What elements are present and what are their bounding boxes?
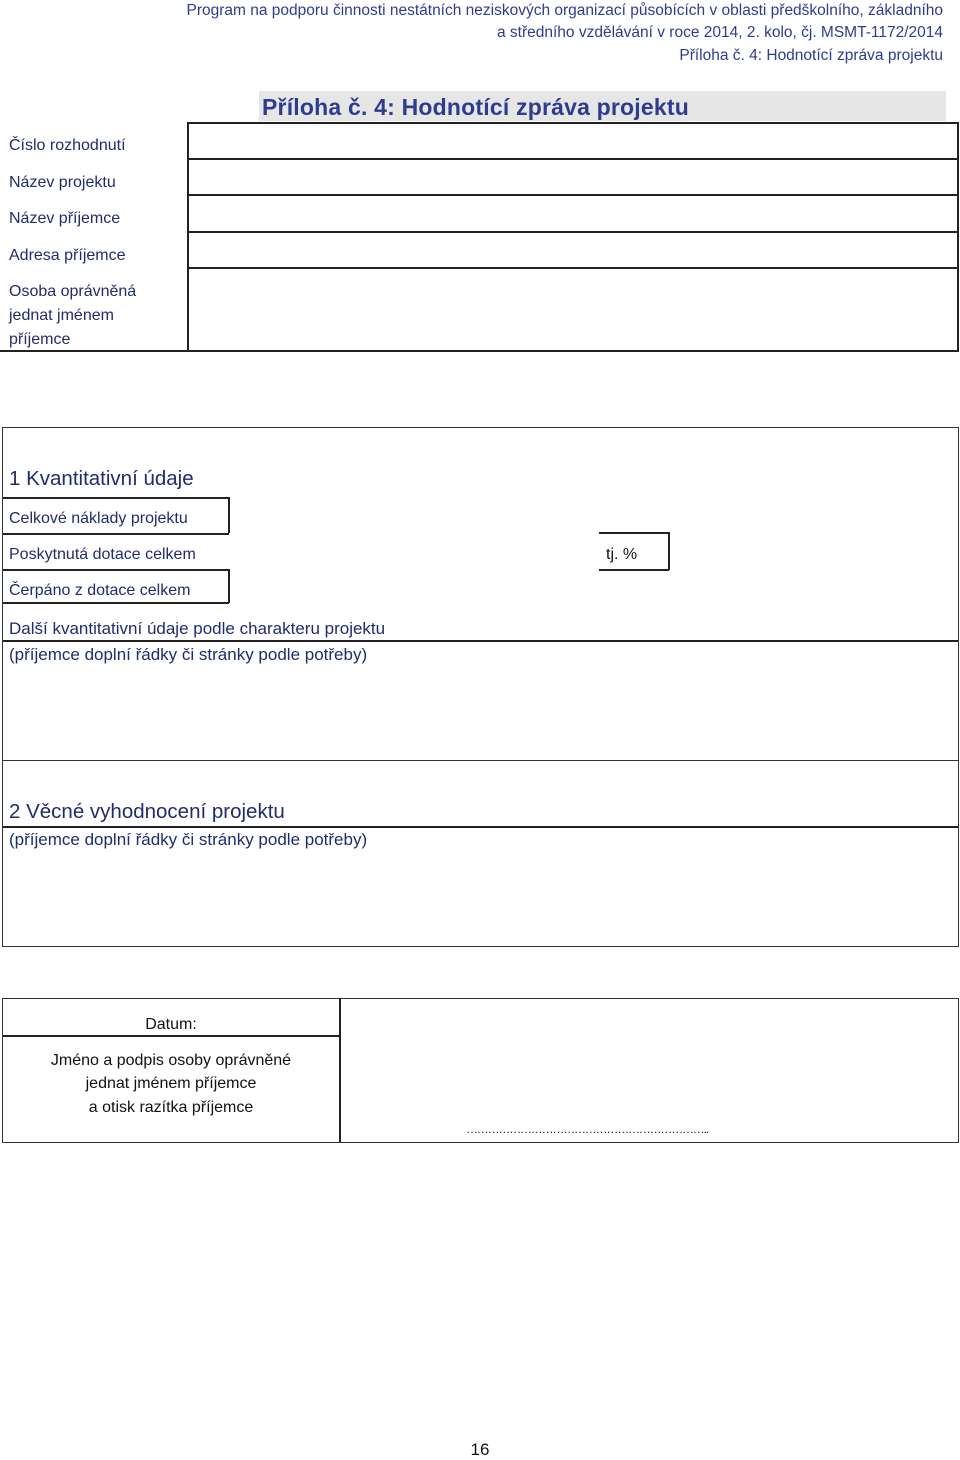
section1-grid (3, 497, 229, 499)
label-recipient-name: Název příjemce (9, 210, 121, 227)
label-grant-used: Čerpáno z dotace celkem (9, 582, 191, 599)
header-attachment-line: Příloha č. 4: Hodnotící zpráva projektu (679, 47, 943, 64)
label-project-name: Název projektu (9, 174, 116, 191)
label-grant-provided: Poskytnutá dotace celkem (9, 546, 196, 563)
section1-heading: 1 Kvantitativní údaje (9, 467, 194, 490)
label-signature-2: jednat jménem příjemce (85, 1075, 257, 1092)
label-authorized-person-2: jednat jménem (9, 307, 114, 324)
header-program-line: Program na podporu činnosti nestátních neziskových organizací působících v oblasti předškolního, základního (186, 2, 943, 19)
section1-note: (příjemce doplní řádky či stránky podle potřeby) (9, 645, 368, 664)
signature-line: ………………………………………………………….. (466, 1122, 708, 1136)
label-other-quantitative: Další kvantitativní údaje podle charakteru projektu (9, 619, 386, 638)
label-percent: tj. % (606, 546, 638, 563)
label-signature-1: Jméno a podpis osoby oprávněné (50, 1052, 292, 1069)
label-authorized-person-3: příjemce (9, 331, 71, 348)
label-date: Datum: (145, 1016, 197, 1033)
section2-heading: 2 Věcné vyhodnocení projektu (9, 800, 285, 823)
header-reference-line: a středního vzdělávání v roce 2014, 2. kolo, čj. MSMT-1172/2014 (496, 24, 943, 41)
label-signature-3: a otisk razítka příjemce (88, 1099, 254, 1116)
page-number: 16 (470, 1440, 490, 1459)
page-title: Příloha č. 4: Hodnotící zpráva projektu (262, 94, 689, 120)
label-decision-number: Číslo rozhodnutí (9, 137, 126, 154)
label-total-costs: Celkové náklady projektu (9, 510, 188, 527)
section2-note: (příjemce doplní řádky či stránky podle potřeby) (9, 830, 368, 849)
label-authorized-person-1: Osoba oprávněná (9, 283, 137, 300)
section-evaluation (2, 760, 959, 947)
label-recipient-address: Adresa příjemce (9, 247, 126, 264)
